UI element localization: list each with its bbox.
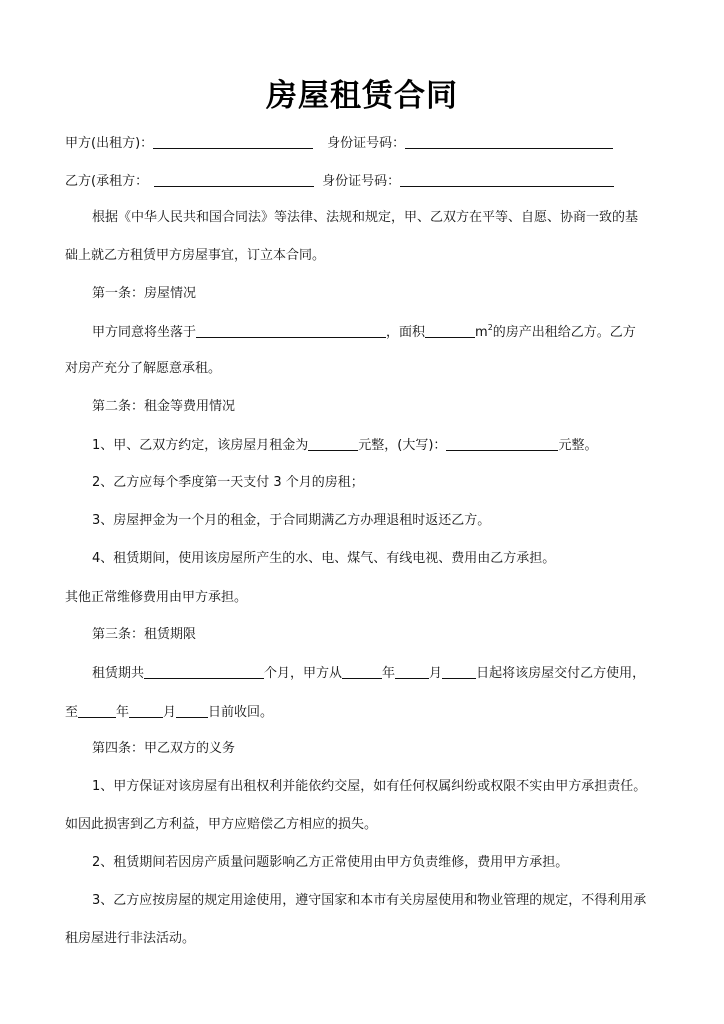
article-4-item-1: 1、甲方保证对该房屋有出租权利并能依约交屋，如有任何权属纠纷或权限不实由甲方承担责任。 (92, 779, 647, 794)
party-b-id-label: 身份证号码： (322, 174, 401, 189)
start-month-blank[interactable] (395, 663, 429, 679)
end-year-blank[interactable] (78, 702, 116, 718)
end-year-label: 年 (116, 705, 130, 720)
article-4-item-3: 3、乙方应按房屋的规定用途使用，遵守国家和本市有关房屋使用和物业管理的规定，不得利用承 (92, 893, 647, 908)
article-1-line-2: 对房产充分了解愿意承租。 (65, 361, 222, 376)
start-month-label: 月 (429, 666, 443, 681)
article-2-item-2: 2、乙方应每个季度第一天支付 3 个月的房租； (92, 475, 364, 490)
party-b-row (65, 171, 665, 191)
article-2-item-3: 3、房屋押金为一个月的租金，于合同期满乙方办理退租时返还乙方。 (92, 513, 491, 528)
article-2-item-1 (92, 435, 667, 455)
area-unit: m (475, 325, 488, 340)
article-2-heading: 第二条：租金等费用情况 (92, 399, 236, 414)
end-month-blank[interactable] (129, 702, 163, 718)
article-3-line-2-a: 至 (65, 705, 79, 720)
article-3-text (92, 663, 667, 683)
article-4-item-2: 2、租赁期间若因房产质量问题影响乙方正常使用由甲方负责维修，费用甲方承担。 (92, 855, 569, 870)
property-address-blank[interactable] (196, 322, 386, 338)
article-2-item-1-b: 元整，(大写)： (358, 438, 447, 453)
preamble-line-2: 础上就乙方租赁甲方房屋事宜，订立本合同。 (65, 248, 326, 263)
start-year-blank[interactable] (342, 663, 382, 679)
article-3-text-a: 租赁期共 (92, 666, 145, 681)
article-4-item-1-line-2: 如因此损害到乙方利益，甲方应赔偿乙方相应的损失。 (65, 817, 378, 832)
article-3-heading: 第三条：租赁期限 (92, 627, 197, 642)
rent-uppercase-blank[interactable] (446, 435, 558, 451)
end-day-blank[interactable] (176, 702, 208, 718)
party-a-id-label: 身份证号码： (327, 136, 406, 151)
article-1-text-c: 的房产出租给乙方。乙方 (492, 325, 636, 340)
article-3-text-c: 日起将该房屋交付乙方使用， (476, 666, 646, 681)
party-b-label: 乙方(承租方： (65, 174, 149, 189)
start-day-blank[interactable] (442, 663, 476, 679)
article-2-item-4: 4、租赁期间，使用该房屋所产生的水、电、煤气、有线电视、费用由乙方承担。 (92, 551, 556, 566)
area-unit-superscript: 2 (487, 323, 493, 332)
article-2-item-1-a: 1、甲、乙双方约定，该房屋月租金为 (92, 438, 309, 453)
property-area-blank[interactable] (425, 322, 475, 338)
article-1-text (92, 322, 667, 342)
article-1-heading: 第一条：房屋情况 (92, 286, 197, 301)
article-2-item-1-c: 元整。 (558, 438, 598, 453)
article-3-line-2 (65, 702, 665, 722)
party-a-id-blank[interactable] (405, 133, 613, 149)
lease-months-blank[interactable] (144, 663, 264, 679)
article-1-text-a: 甲方同意将坐落于 (92, 325, 197, 340)
document-title: 房屋租赁合同 (266, 78, 458, 114)
party-a-label: 甲方(出租方)： (65, 136, 154, 151)
article-4-item-3-line-2: 租房屋进行非法活动。 (65, 931, 196, 946)
party-b-name-blank[interactable] (154, 171, 314, 187)
article-3-line-2-b: 日前收回。 (208, 705, 274, 720)
article-3-text-b: 个月，甲方从 (264, 666, 343, 681)
party-b-id-blank[interactable] (400, 171, 614, 187)
end-month-label: 月 (163, 705, 177, 720)
monthly-rent-blank[interactable] (308, 435, 358, 451)
article-4-heading: 第四条：甲乙双方的义务 (92, 741, 236, 756)
start-year-label: 年 (382, 666, 396, 681)
party-a-row (65, 133, 665, 153)
article-1-text-b: ，面积 (386, 325, 426, 340)
preamble-line-1: 根据《中华人民共和国合同法》等法律、法规和规定，甲、乙双方在平等、自愿、协商一致的基 (92, 210, 639, 225)
party-a-name-blank[interactable] (153, 133, 313, 149)
article-2-item-4-line-2: 其他正常维修费用由甲方承担。 (65, 590, 248, 605)
